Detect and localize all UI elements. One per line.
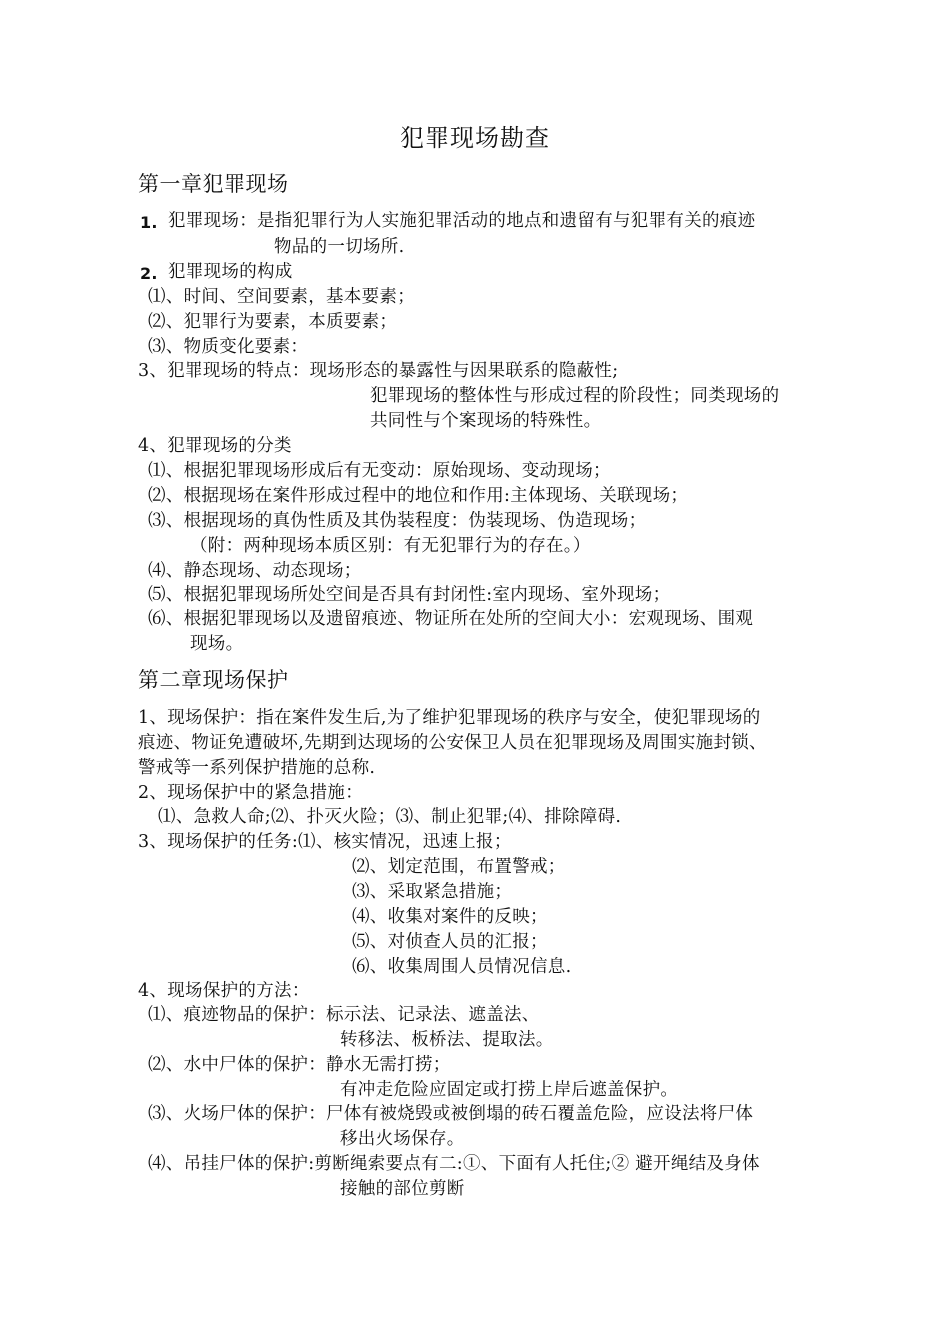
ch2-item-4-sub-4-continuation: 接触的部位剪断 bbox=[340, 1179, 465, 1199]
document-title: 犯罪现场勘查 bbox=[400, 124, 550, 152]
item-2-number: 2. bbox=[140, 264, 158, 283]
ch2-item-4-text: 4、现场保护的方法： bbox=[138, 981, 310, 1001]
item-4-text: 4、犯罪现场的分类 bbox=[138, 436, 292, 456]
ch2-item-3-task-3: ⑶、采取紧急措施； bbox=[352, 882, 513, 902]
ch2-item-4-sub-2-continuation: 有冲走危险应固定或打捞上岸后遮盖保护。 bbox=[340, 1080, 679, 1100]
ch2-item-2-measures: ⑴、急救人命;⑵、扑灭火险；⑶、制止犯罪;⑷、排除障碍. bbox=[158, 807, 622, 827]
chapter-2-heading: 第二章现场保护 bbox=[138, 668, 289, 692]
ch2-item-1-line-2: 痕迹、物证免遭破坏,先期到达现场的公安保卫人员在犯罪现场及周围实施封锁、 bbox=[138, 733, 767, 753]
item-3-continuation-2: 共同性与个案现场的特殊性。 bbox=[370, 411, 602, 431]
item-1-text: 犯罪现场：是指犯罪行为人实施犯罪活动的地点和遗留有与犯罪有关的痕迹 bbox=[168, 211, 756, 231]
item-1-number: 1. bbox=[140, 213, 158, 232]
item-2-text: 犯罪现场的构成 bbox=[168, 262, 293, 282]
ch2-item-4-sub-2: ⑵、水中尸体的保护：静水无需打捞； bbox=[148, 1055, 451, 1075]
item-4-sub-3-note: （附：两种现场本质区别：有无犯罪行为的存在。） bbox=[190, 536, 591, 556]
chapter-1-heading: 第一章犯罪现场 bbox=[138, 172, 289, 196]
ch2-item-1-line-1: 1、现场保护：指在案件发生后,为了维护犯罪现场的秩序与安全，使犯罪现场的 bbox=[138, 708, 761, 728]
item-2-sub-2: ⑵、犯罪行为要素，本质要素； bbox=[148, 312, 398, 332]
ch2-item-1-line-3: 警戒等一系列保护措施的总称. bbox=[138, 758, 376, 778]
item-2-sub-3: ⑶、物质变化要素： bbox=[148, 337, 309, 357]
ch2-item-4-sub-3: ⑶、火场尸体的保护：尸体有被烧毁或被倒塌的砖石覆盖危险，应设法将尸体 bbox=[148, 1104, 754, 1124]
item-2-sub-1: ⑴、时间、空间要素，基本要素； bbox=[148, 287, 415, 307]
item-3-continuation-1: 犯罪现场的整体性与形成过程的阶段性；同类现场的 bbox=[370, 386, 780, 406]
ch2-item-2-text: 2、现场保护中的紧急措施： bbox=[138, 783, 364, 803]
item-4-sub-4: ⑷、静态现场、动态现场； bbox=[148, 561, 362, 581]
ch2-item-4-sub-1-continuation: 转移法、板桥法、提取法。 bbox=[340, 1030, 554, 1050]
item-4-sub-5: ⑸、根据犯罪现场所处空间是否具有封闭性:室内现场、室外现场； bbox=[148, 585, 671, 605]
item-1-continuation: 物品的一切场所. bbox=[274, 237, 405, 257]
ch2-item-4-sub-3-continuation: 移出火场保存。 bbox=[340, 1129, 465, 1149]
ch2-item-4-sub-1: ⑴、痕迹物品的保护：标示法、记录法、遮盖法、 bbox=[148, 1005, 540, 1025]
item-4-sub-3: ⑶、根据现场的真伪性质及其伪装程度：伪装现场、伪造现场； bbox=[148, 511, 647, 531]
ch2-item-3-task-6: ⑹、收集周围人员情况信息. bbox=[352, 957, 572, 977]
item-4-sub-6: ⑹、根据犯罪现场以及遗留痕迹、物证所在处所的空间大小：宏观现场、围观 bbox=[148, 609, 754, 629]
ch2-item-4-sub-4: ⑷、吊挂尸体的保护:剪断绳索要点有二:①、下面有人托住;② 避开绳结及身体 bbox=[148, 1154, 760, 1174]
ch2-item-3-task-5: ⑸、对侦查人员的汇报； bbox=[352, 932, 548, 952]
ch2-item-3-text: 3、现场保护的任务:⑴、核实情况，迅速上报； bbox=[138, 832, 512, 852]
item-4-sub-6-continuation: 现场。 bbox=[190, 634, 244, 654]
item-4-sub-2: ⑵、根据现场在案件形成过程中的地位和作用:主体现场、关联现场； bbox=[148, 486, 689, 506]
item-4-sub-1: ⑴、根据犯罪现场形成后有无变动：原始现场、变动现场； bbox=[148, 461, 611, 481]
ch2-item-3-task-4: ⑷、收集对案件的反映； bbox=[352, 907, 548, 927]
ch2-item-3-task-2: ⑵、划定范围，布置警戒； bbox=[352, 857, 566, 877]
item-3-text: 3、犯罪现场的特点：现场形态的暴露性与因果联系的隐蔽性; bbox=[138, 361, 619, 381]
